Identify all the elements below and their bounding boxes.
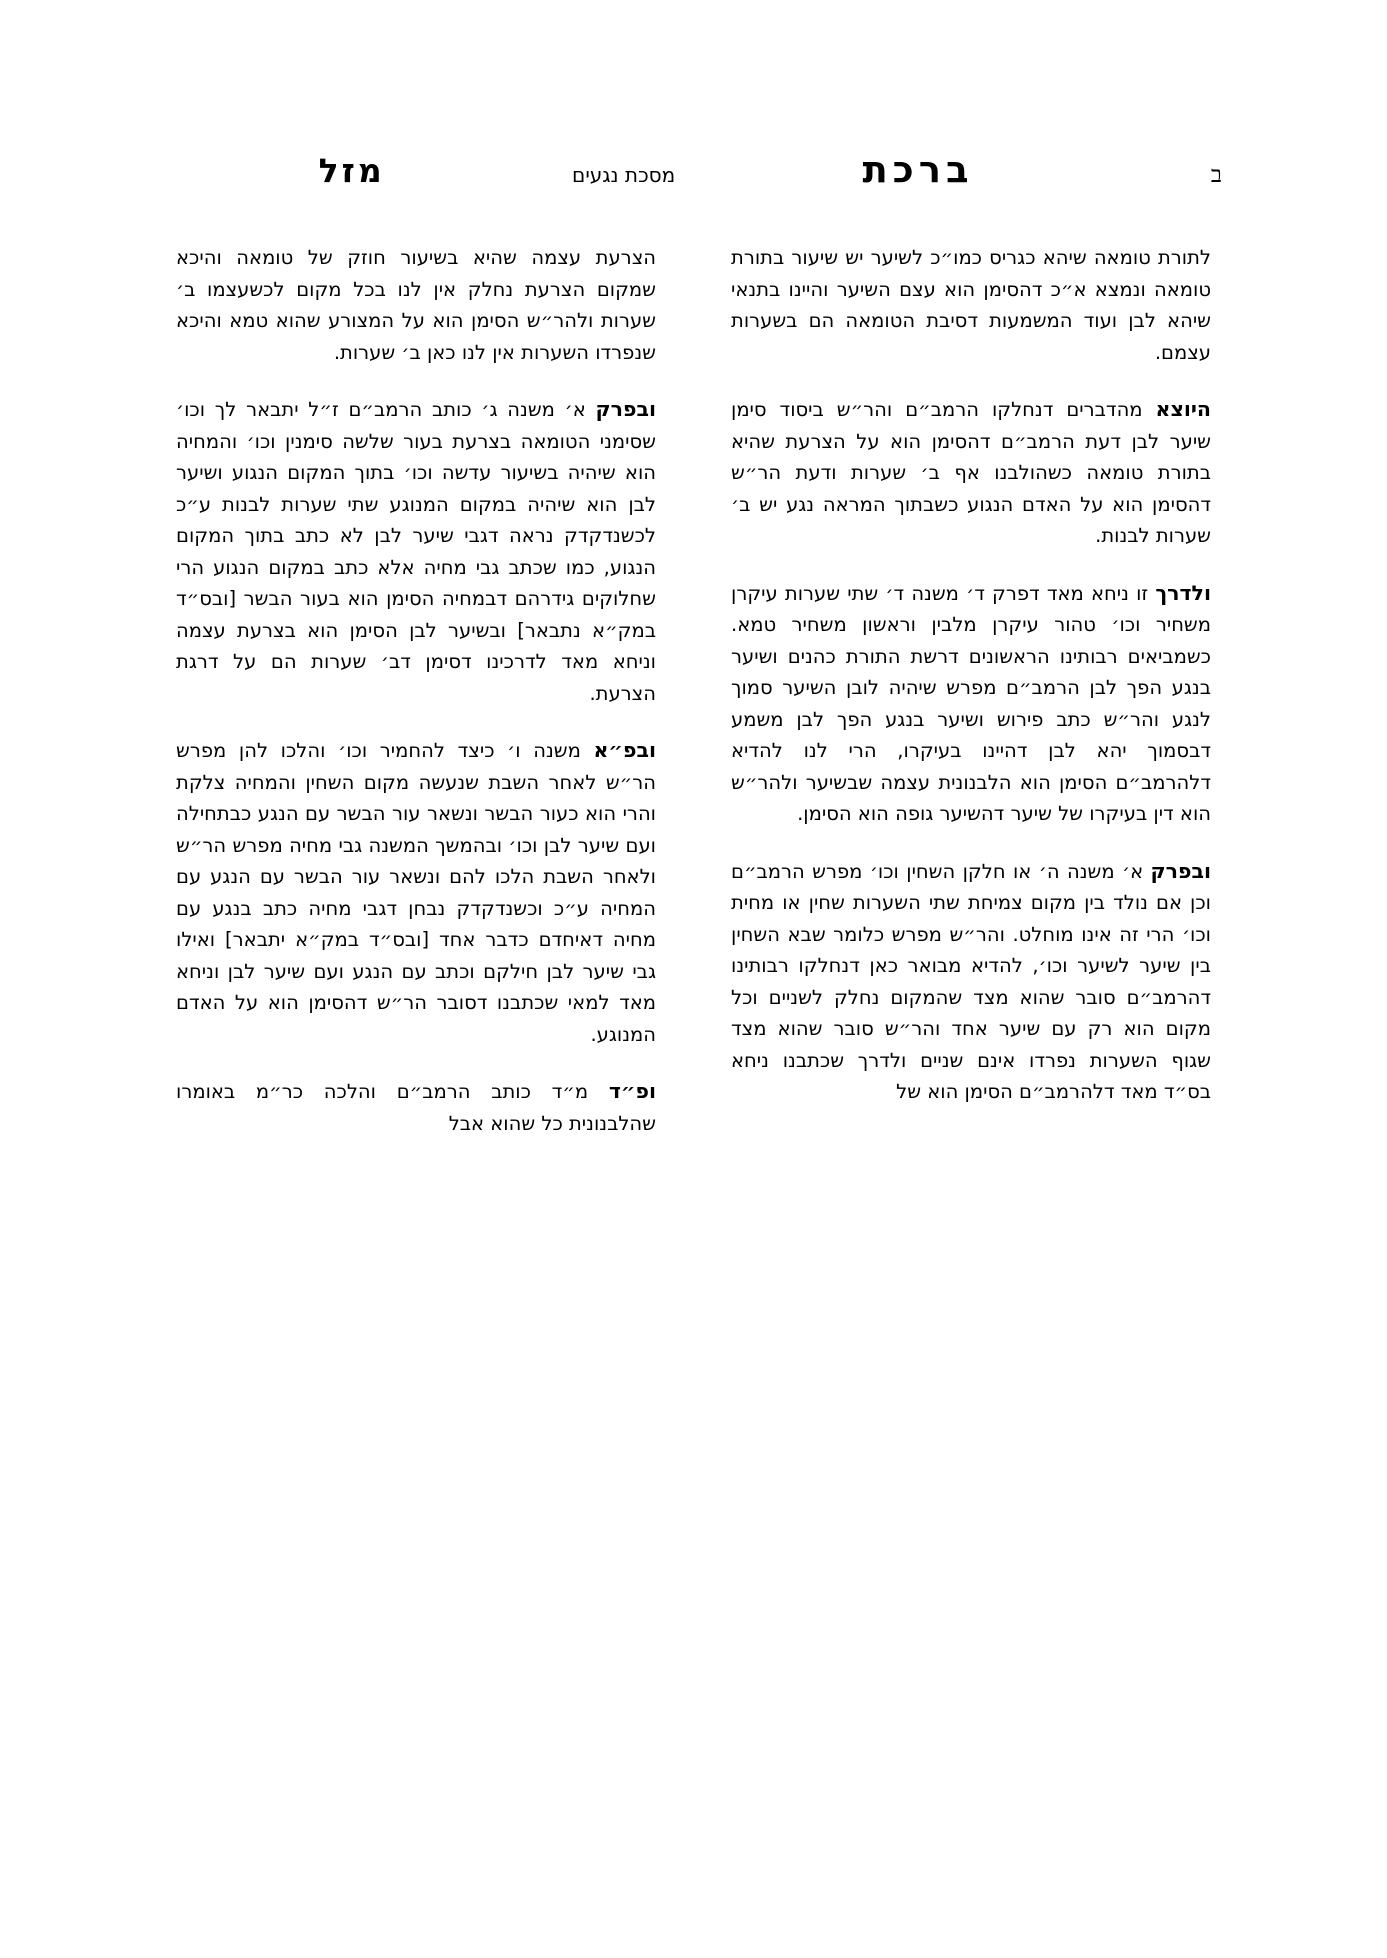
paragraph-lead: ולדרך: [1155, 580, 1211, 605]
paragraph-lead: ובפ״א: [593, 738, 656, 762]
body-columns: [176, 242, 1211, 1898]
paragraph-text: זו ניחא מאד דפרק ד׳ משנה ד׳ שתי שערות עיקרן משחיר וכו׳ טהור עיקרן מלבין וראשון משחיר טמא. כשמביאים רבותינו הראשונים דרשת התורת כהנים ושיער בנגע הפך לבן הרמב״ם מפרש שיהיה לובן השיער סמוך לנגע והר״ש כתב פירוש ושיער בנגע הפך לבן משמע דבסמוך יהא לבן דהיינו בעיקרו, הרי לנו להדיא דלהרמב״ם הסימן הוא הלבנונית עצמה שבשיער ולהר״ש הוא דין בעיקרו של שיער דהשיער גופה הוא הסימן.: [731, 581, 1211, 825]
column-right: [731, 242, 1211, 1898]
column-left: [176, 242, 656, 1898]
paragraph: [176, 735, 656, 1050]
paragraph-text: מהדברים דנחלקו הרמב״ם והר״ש ביסוד סימן שיער לבן דעת הרמב״ם דהסימן הוא על הצרעת שהיא בתורת טומאה כשהולבנו אף ב׳ שערות ודעת הר״ש דהסימן הוא על האדם הנגוע כשבתוך המראה נגע יש ב׳ שערות לבנות.: [731, 398, 1211, 547]
siman-title: מזל: [318, 151, 385, 190]
paragraph-text: מ״ד כותב הרמב״ם והלכה כר״מ באומרו שהלבנונית כל שהוא אבל: [176, 1080, 656, 1135]
page-header: [165, 148, 1222, 198]
paragraph-text: א׳ משנה ה׳ או חלקן השחין וכו׳ מפרש הרמב״ם וכן אם נולד בין מקום צמיחת שתי השערות שחין או מחית וכו׳ הרי זה אינו מוחלט. והר״ש מפרש כלומר שבא השחין בין שיער לשיער וכו׳, להדיא מבואר כאן דנחלקו רבותינו דהרמב״ם סובר שהוא מצד שהמקום נחלק לשניים וכל מקום הוא רק עם שיער אחד והר״ש סובר שהוא מצד שגוף השערות נפרדו אינם שניים ולדרך שכתבנו ניחא בס״ד מאד דלהרמב״ם הסימן הוא של: [731, 859, 1211, 1103]
paragraph-text: משנה ו׳ כיצד להחמיר וכו׳ והלכו להן מפרש הר״ש לאחר השבת שנעשה מקום השחין והמחיה צלקת והרי הוא כעור הבשר ונשאר עור הבשר עם הנגע כבתחילה ועם שיער לבן וכו׳ ובהמשך המשנה גבי מחיה מפרש הר״ש ולאחר השבת הלכו להם ונשאר עור הבשר עם הנגע עם המחיה ע״כ וכשנדקדק נבחן דגבי מחיה כתב בנגע עם מחיה דאיחדם כדבר אחד [ובס״ד במק״א יתבאר] ואילו גבי שיער לבן חילקם וכתב עם הנגע ועם שיער לבן וניחא מאד למאי שכתבנו דסובר הר״ש דהסימן הוא על האדם המנוגע.: [176, 739, 656, 1046]
page-title: ברכת: [862, 148, 974, 191]
paragraph: [176, 1076, 656, 1139]
paragraph: [731, 856, 1211, 1108]
paragraph-text: לתורת טומאה שיהא כגריס כמו״כ לשיער יש שיעור בתורת טומאה ונמצא א״כ דהסימן הוא עצם השיער והיינו בתנאי שיהא לבן ועוד המשמעות דסיבת הטומאה הם בשערות עצמם.: [731, 246, 1211, 364]
paragraph-lead: ופ״ד: [608, 1079, 656, 1103]
paragraph-lead: היוצא: [1155, 397, 1211, 421]
tractate-subtitle: מסכת נגעים: [572, 163, 676, 187]
paragraph-text: הצרעת עצמה שהיא בשיעור חוזק של טומאה והיכא שמקום הצרעת נחלק אין לנו בכל מקום לכשעצמו ב׳ שערות ולהר״ש הסימן הוא על המצורע שהוא טמא והיכא שנפרדו השערות אין לנו כאן ב׳ שערות.: [176, 246, 656, 364]
paragraph: [176, 394, 656, 709]
paragraph: [731, 394, 1211, 552]
paragraph-text: א׳ משנה ג׳ כותב הרמב״ם ז״ל יתבאר לך וכו׳ שסימני הטומאה בצרעת בעור שלשה סימנין וכו׳ והמחיה הוא שיהיה בשיעור עדשה וכו׳ בתוך המקום הנגוע ושיער לבן הוא שיהיה במקום המנוגע שתי שערות לבנות ע״כ לכשנדקדק נראה דגבי שיער לבן לא כתב בתוך המקום הנגוע, כמו שכתב גבי מחיה אלא כתב במקום הנגוע הרי שחלוקים גידרהם דבמחיה הסימן הוא בעור הבשר [ובס״ד במק״א נתבאר] ובשיער לבן הסימן הוא בצרעת עצמה וניחא מאד לדרכינו דסימן דב׳ שערות הם על דרגת הצרעת.: [176, 398, 656, 705]
paragraph: [731, 242, 1211, 368]
paragraph: [176, 242, 656, 368]
paragraph-lead: ובפרק: [1150, 858, 1211, 883]
page-number: ב: [1210, 162, 1222, 188]
paragraph: [731, 578, 1211, 830]
paragraph-lead: ובפרק: [595, 397, 656, 421]
